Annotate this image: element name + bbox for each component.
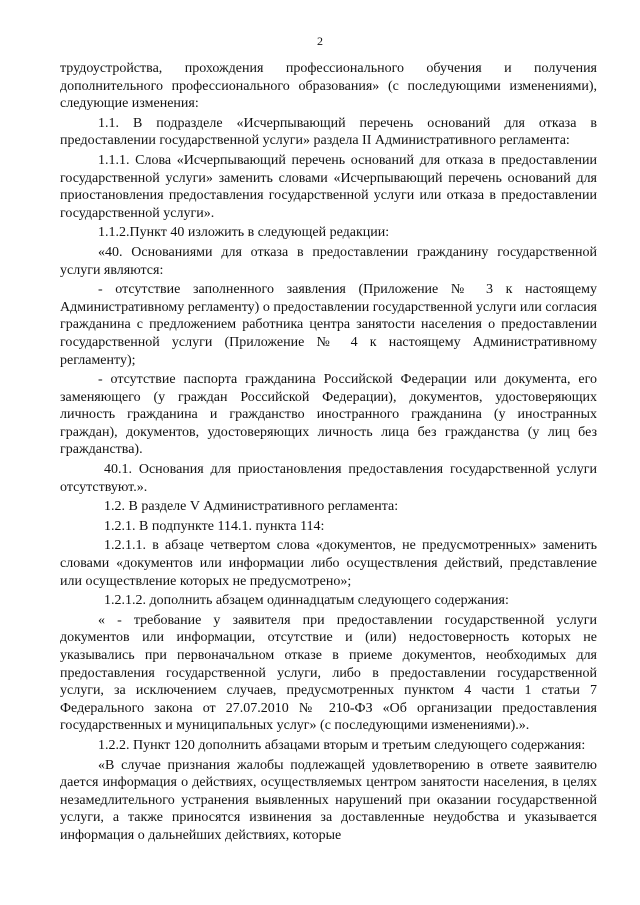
paragraph: 1.2.1.2. дополнить абзацем одиннадцатым следующего содержания:	[104, 593, 509, 609]
paragraph: трудоустройства, прохождения профессионального обучения и получения дополнительного профессионального образования» (с последующими изменениями), следующие изменения:	[60, 61, 597, 112]
paragraph: 1.1.2.Пункт 40 изложить в следующей редакции:	[98, 225, 390, 241]
paragraph: «В случае признания жалобы подлежащей удовлетворению в ответе заявителю дается информация о действиях, осуществляемых центром занятости населения, в целях незамедлительного устранения выявленных нарушений при оказании государственной услуги, а также приносятся извинения за доставленные неудобства и указывается информация о дальнейших действиях, которые	[60, 757, 597, 843]
paragraph: 1.2.1. В подпункте 114.1. пункта 114:	[104, 518, 325, 534]
paragraph: 1.1.1. Слова «Исчерпывающий перечень оснований для отказа в предоставлении государственной услуги» заменить словами «Исчерпывающий перечень оснований для приостановления предоставления государственной услуги или отказа в предоставлении государственной услуги».	[60, 152, 597, 221]
paragraph: 40.1. Основания для приостановления предоставления государственной услуги отсутствуют.».	[60, 462, 597, 495]
paragraph: 1.2.2. Пункт 120 дополнить абзацами вторым и третьим следующего содержания:	[98, 737, 586, 753]
paragraph: - отсутствие заполненного заявления (Приложение № 3 к настоящему Административному регламенту) о предоставлении государственной услуги или согласия гражданина с предложением работника центра занятости населения о предоставлении государственной услуги (Приложение № 4 к настоящему Административному регламенту);	[60, 282, 597, 368]
paragraph: 1.2. В разделе V Административного регламента:	[104, 499, 399, 515]
paragraph: - отсутствие паспорта гражданина Российской Федерации или документа, его заменяющего (у граждан Российской Федерации), документов, удостоверяющих личность гражданина и гражданство иностранного гражданина (у иностранных граждан), документов, удостоверяющих личность лица без гражданства (у лиц без гражданства).	[60, 372, 597, 458]
paragraph: «40. Основаниями для отказа в предоставлении гражданину государственной услуги являются:	[60, 244, 597, 278]
paragraph: 1.2.1.1. в абзаце четвертом слова «документов, не предусмотренных» заменить словами «документов или информации либо осуществления действий, представление или осуществление которых не предусмотрено»;	[60, 538, 597, 589]
document-body	[60, 60, 597, 847]
paragraph: « - требование у заявителя при предоставлении государственной услуги документов или информации, отсутствие и (или) недостоверность которых не указывались при первоначальном отказе в приеме документов, необходимых для предоставления государственной услуги, либо в предоставлении государственной услуги, за исключением случаев, предусмотренных пунктом 4 части 1 статьи 7 Федерального закона от 27.07.2010 № 210-ФЗ «Об организации предоставления государственных и муниципальных услуг» (с последующими изменениями).».	[60, 612, 597, 734]
paragraph: 1.1. В подразделе «Исчерпывающий перечень оснований для отказа в предоставлении государственной услуги» раздела II Административного регламента:	[60, 115, 597, 149]
page-number: 2	[317, 34, 323, 48]
